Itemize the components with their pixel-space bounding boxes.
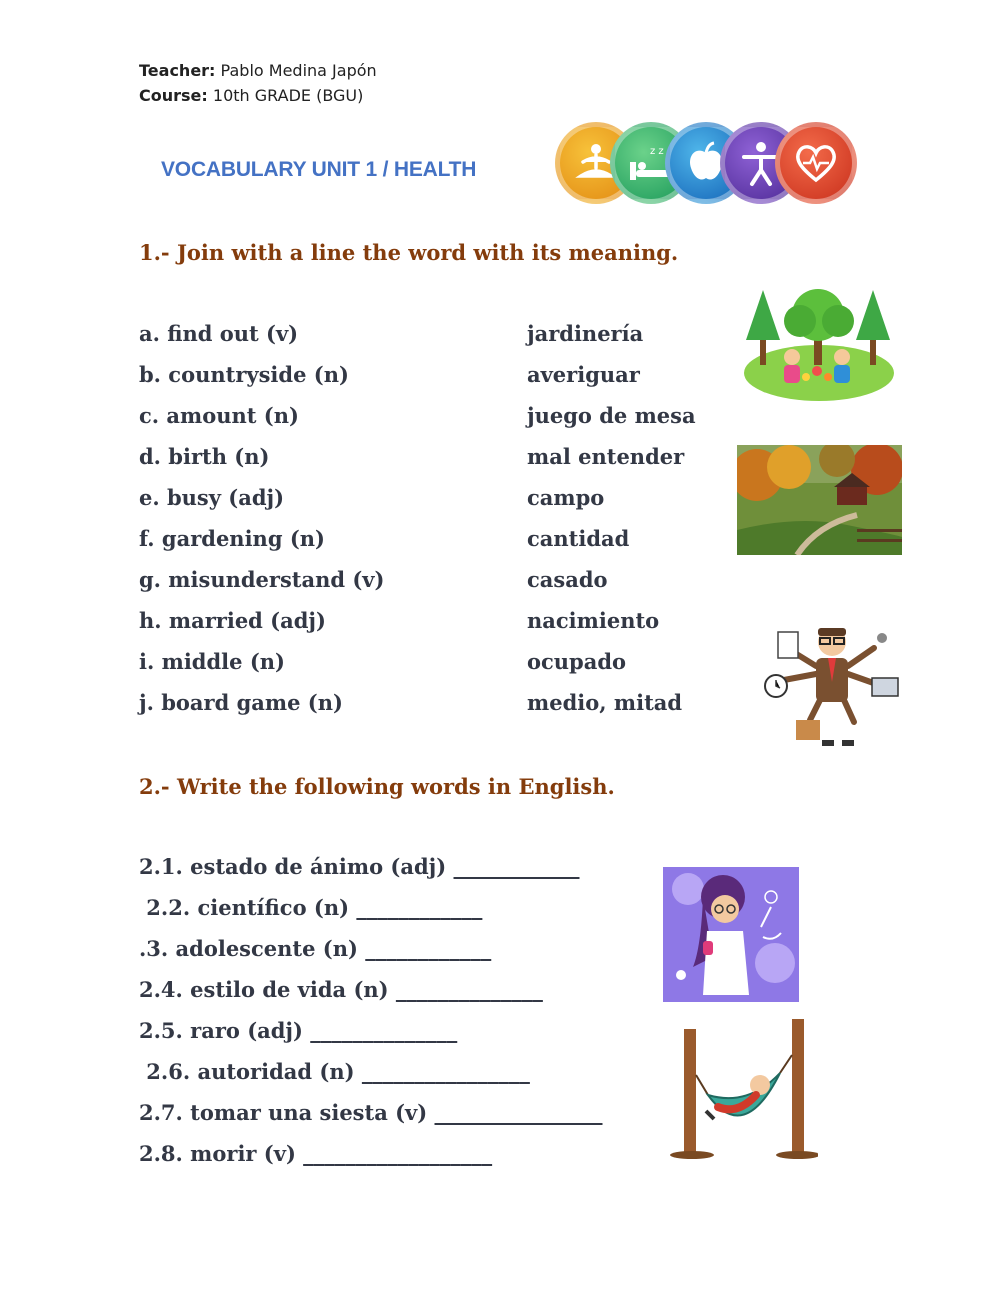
meaning-item: medio, mitad (527, 690, 683, 715)
health-banner (555, 122, 857, 208)
course-label: Course: (139, 86, 208, 105)
scientist-illustration (663, 867, 799, 1002)
meaning-item: mal entender (527, 444, 685, 469)
translation-list (139, 854, 603, 1182)
word-item: j. board game (n) (139, 690, 343, 715)
teacher-label: Teacher: (139, 61, 216, 80)
word-item: i. middle (n) (139, 649, 285, 674)
word-item: c. amount (n) (139, 403, 299, 428)
meaning-item: nacimiento (527, 608, 660, 633)
word-item: e. busy (adj) (139, 485, 285, 510)
meaning-item: ocupado (527, 649, 627, 674)
word-item: f. gardening (n) (139, 526, 325, 551)
teacher-name: Pablo Medina Japón (220, 61, 377, 80)
meaning-item: juego de mesa (527, 403, 696, 428)
meaning-list (527, 321, 696, 731)
busy-man-illustration (760, 620, 905, 750)
word-list (139, 321, 384, 731)
word-item: h. married (adj) (139, 608, 326, 633)
word-item: a. find out (v) (139, 321, 299, 346)
translation-item: 2.4. estilo de vida (n) ______________ (139, 977, 543, 1002)
section2-title: 2.- Write the following words in English. (139, 774, 615, 799)
translation-item: 2.7. tomar una siesta (v) ________________ (139, 1100, 603, 1125)
translation-item: .3. adolescente (n) ____________ (139, 936, 492, 961)
translation-item: 2.2. científico (n) ____________ (139, 895, 483, 920)
meaning-item: averiguar (527, 362, 640, 387)
course-line (139, 86, 363, 105)
hammock-illustration (668, 1015, 818, 1160)
teacher-line (139, 61, 377, 80)
unit-title: VOCABULARY UNIT 1 / HEALTH (161, 158, 477, 181)
translation-item: 2.8. morir (v) __________________ (139, 1141, 493, 1166)
countryside-photo (737, 445, 902, 555)
translation-item: 2.5. raro (adj) ______________ (139, 1018, 458, 1043)
heart-pulse-icon (775, 122, 857, 204)
course-name: 10th GRADE (BGU) (212, 86, 364, 105)
word-item: b. countryside (n) (139, 362, 349, 387)
meaning-item: casado (527, 567, 608, 592)
translation-item: 2.6. autoridad (n) ________________ (139, 1059, 530, 1084)
meaning-item: jardinería (527, 321, 644, 346)
gardening-illustration (742, 285, 896, 405)
svg-text:z z: z z (650, 146, 664, 157)
word-item: g. misunderstand (v) (139, 567, 385, 592)
section1-title: 1.- Join with a line the word with its meaning. (139, 240, 679, 265)
meaning-item: cantidad (527, 526, 630, 551)
meaning-item: campo (527, 485, 605, 510)
word-item: d. birth (n) (139, 444, 270, 469)
translation-item: 2.1. estado de ánimo (adj) ____________ (139, 854, 580, 879)
